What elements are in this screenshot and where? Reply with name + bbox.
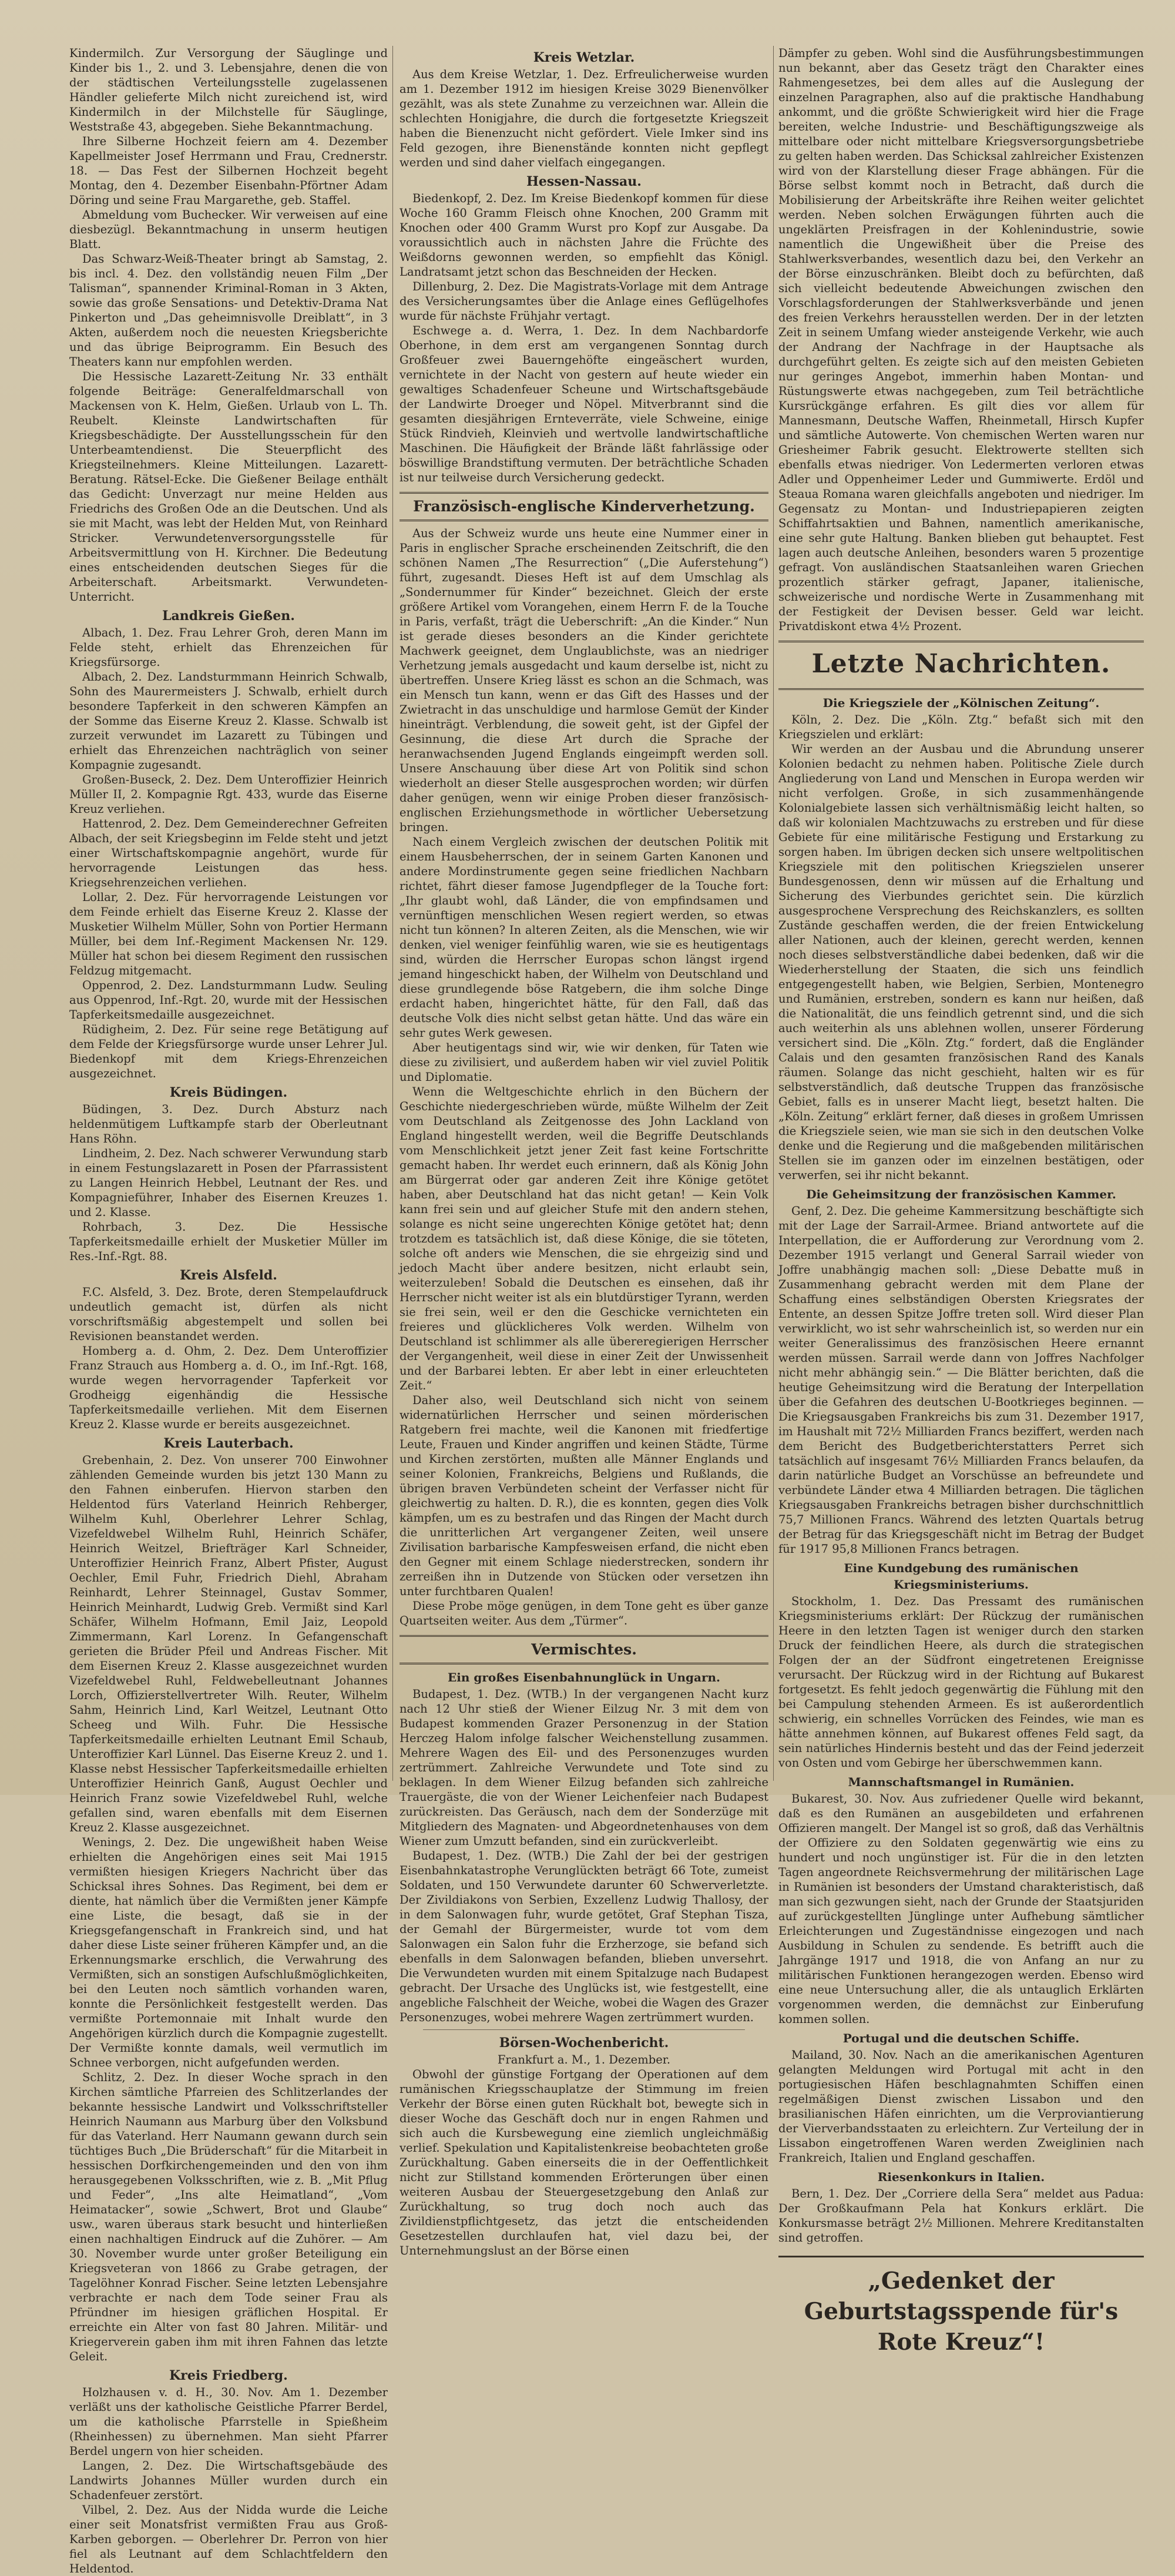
- article-grossen-buseck: Großen-Buseck, 2. Dez. Dem Unteroffizier Heinrich Müller II, 2. Kompagnie Rgt. 433, wurde das Eiserne Kreuz verliehen.: [69, 773, 388, 816]
- heading-riesenkonkurs: Riesenkonkurs in Italien.: [877, 2170, 1045, 2184]
- heading-kreis-friedberg: Kreis Friedberg.: [169, 2368, 288, 2383]
- article-kinderverhetzung-4: Wenn die Weltgeschichte ehrlich in den Büchern der Geschichte niedergeschrieben würde, müßte Wilhelm der Zeit vom Deutschland als Zeitgenosse des John Lackland von England hingestellt werden, weil die Begriffe Deutschlands vom Menschlichkeit jetzt jener Zeit fast keine Fortschritte gemacht haben. Ihr werdet euch erinnern, daß als König John am Bürgerrat oder gar anderen Zeit ihre Könige getötet haben, aber Deutschland hat das nicht getan! — Kein Volk kann frei sein und auf gleicher Stufe mit den andern stehen, solange es nicht seine ungerechten Könige getötet hat; denn trotzdem es tatsächlich ist, daß diese Könige, die sie töteten, solche oft anders wie Menschen, die sie ehrgeizig sind und jedoch Macht über andere besitzen, nicht erlaubt sein, weiterzuleben! Sobald die Deutschen es einsehen, daß ihr Herrscher nicht weiter ist als ein blutdürstiger Tyrann, werden sie frei sein, weil er den die Geschicke vernichteten ein freieres und glücklicheres Volk werden. Wilhelm von Deutschland ist schlimmer als alle übereregierigen Herrscher der Vergangenheit, weil diese in einer Zeit der Unwissenheit und der Barbarei lebten. Er aber lebt in einer erleuchteten Zeit.“: [400, 1085, 769, 1392]
- article-hattenrod: Hattenrod, 2. Dez. Dem Gemeinderechner Gefreiten Albach, der seit Kriegsbeginn im Felde steht und jetzt einer Wirtschaftskompagnie angehört, wurde für hervorragende Leistungen das hess. Kriegsehrenzeichen verliehen.: [69, 817, 388, 889]
- heading-box-vermischtes: [400, 1635, 768, 1664]
- article-genf: Genf, 2. Dez. Die geheime Kammersitzung beschäftigte sich mit der Lage der Sarrail-Armee. Briand antwortete auf die Interpellation, die er Aufforderung zur Verordnung vom 2. Dezember 1915 verlangt und General Sarrail wieder von Joffre unabhängig machen soll: „Diese Debatte muß in Zusammenhang gebracht werden mit dem Plane der Schaffung eines selbständigen Obersten Kriegsrates der Entente, an dessen Spitze Joffre treten soll. Wird dieser Plan verwirklicht, wo ist sehr wahrscheinlich ist, so werden nur ein weiter Generalissimus des französischen Heere ernannt werden müssen. Sarrail werde dann von Joffres Nachfolger nicht mehr abhängig sein.“ — Die Blätter berichten, daß die heutige Geheimsitzung wird die Beratung der Interpellation über die Gefahren des deutschen U-Bootkrieges beginnen. — Die Kriegsausgaben Frankreichs bis zum 31. Dezember 1917, im Haushalt mit 72½ Milliarden Francs beziffert, werden nach dem Bericht des Budgetberichterstatters Perret sich tatsächlich auf insgesamt 76½ Milliarden Francs belaufen, da darin natürliche Budget an Vorschüsse an befreundete und verbündete Länder etwa 4 Milliarden betragen. Die täglichen Kriegsausgaben Frankreichs betragen bisher durchschnittlich 75,7 Millionen Francs. Während des letzten Quartals betrug der Betrag für das Kriegsgeschäft nicht im Betrag der Budget für 1917 95,8 Millionen Francs betragen.: [778, 1204, 1144, 1556]
- article-silver-wedding: Ihre Silberne Hochzeit feiern am 4. Dezember Kapellmeister Josef Herrmann und Frau, Crednerstr. 18. — Das Fest der Silbernen Hochzeit begeht Montag, den 4. Dezember Eisenbahn-Pförtner Adam Döring und seine Frau Margarethe, geb. Staffel.: [69, 135, 388, 207]
- article-dillenburg: Dillenburg, 2. Dez. Die Magistrats-Vorlage mit dem Antrage des Versicherungsamtes über die Anlage eines Geflügelhofes wurde für nächste Frühjahr vertagt.: [400, 280, 768, 323]
- heading-portugal: Portugal und die deutschen Schiffe.: [842, 2031, 1080, 2045]
- article-albach-1: Albach, 1. Dez. Frau Lehrer Groh, deren Mann im Felde steht, erhielt das Ehrenzeichen für Kriegsfürsorge.: [69, 626, 388, 669]
- article-bern: Bern, 1. Dez. Der „Corriere della Sera“ meldet aus Padua: Der Großkaufmann Pela hat Konkurs erklärt. Die Konkursmasse beträgt 2½ Millionen. Mehrere Kreditanstalten sind getroffen.: [778, 2187, 1144, 2245]
- article-wetzlar-bees: Aus dem Kreise Wetzlar, 1. Dez. Erfreulicherweise wurden am 1. Dezember 1912 im hiesigen Kreise 3029 Bienenvölker gezählt, was als stete Zunahme zu verzeichnen war. Allein die schlechten Honigjahre, die durch die fortgesetzte Kriegszeit haben die Bienenzucht nicht gefördert. Viele Imker sind ins Feld gezogen, ihre Bienenstände konnten nicht gepflegt werden und sind daher vielfach eingegangen.: [400, 68, 768, 169]
- divider: [423, 2029, 745, 2030]
- article-kinderverhetzung-3: Aber heutigentags sind wir, wie wir denken, für Taten wie diese zu zivilisiert, und außerdem haben wir viel zuviel Politik und Diplomatie.: [400, 1041, 768, 1084]
- heading-kreis-buedingen: Kreis Büdingen.: [169, 1085, 288, 1100]
- article-koeln-1: Köln, 2. Dez. Die „Köln. Ztg.“ befaßt sich mit den Kriegszielen und erklärt:: [778, 713, 1144, 741]
- article-grebenhain: Grebenhain, 2. Dez. Von unserer 700 Einwohner zählenden Gemeinde wurden bis jetzt 130 Mann zu den Fahnen einberufen. Hiervon starben den Heldentod fürs Vaterland Heinrich Rehberger, Wilhelm Kuhl, Oberlehrer Lehrer Schlag, Vizefeldwebel Wilhelm Ruhl, Heinrich Schäfer, Heinrich Weitzel, Briefträger Karl Schneider, Unteroffizier Heinrich Franz, Albert Pfister, August Oechler, Emil Fuhr, Friedrich Diehl, Abraham Reinhardt, Lehrer Steinnagel, Gustav Sommer, Heinrich Meinhardt, Ludwig Greb. Vermißt sind Karl Schäfer, Wilhelm Hofmann, Emil Jaiz, Leopold Zimmermann, Karl Lorenz. In Gefangenschaft gerieten die Brüder Pfeil und Andreas Fischer. Mit dem Eisernen Kreuz 2. Klasse ausgezeichnet wurden Vizefeldwebel Ruhl, Feldwebelleutnant Johannes Lorch, Offizierstellvertreter Wilh. Reuter, Wilhelm Sahm, Heinrich Lind, Karl Weitzel, Leutnant Otto Scheeg und Wilh. Fuhr. Die Hessische Tapferkeitsmedaille erhielten Leutnant Emil Schaub, Unteroffizier Karl Lünnel. Das Eiserne Kreuz 2. und 1. Klasse nebst Hessischer Tapferkeitsmedaille erhielten Unteroffizier Heinrich Ganß, August Oechler und Heinrich Franz sowie Vizefeldwebel Ruhl, welche gefallen sind, waren ebenfalls mit dem Eisernen Kreuz 2. Klasse ausgezeichnet.: [69, 1453, 388, 1834]
- article-wenings: Wenings, 2. Dez. Die ungewißheit haben Weise erhielten die Angehörigen eines seit Mai 1915 vermißten hiesigen Kriegers Nachricht über das Schicksal ihres Sohnes. Das Regiment, bei dem er diente, hat nämlich über die Vermißten jener Kämpfe eine Liste, die besagt, daß sie in der Kriegsgefangenschaft in Frankreich sind, und hat daher diese Liste seiner früheren Kämpfer und, an die Erkennungsmarke erschlich, die Verwahrung des Vermißten, sich an sonstigen Aufschlußmöglichkeiten, bei den Leuten noch sämtlich vorhanden waren, konnte die Persönlichkeit festgestellt werden. Das vermißte Portemonnaie mit Inhalt wurde den Angehörigen kürzlich durch die Kompagnie zugestellt. Der Vermißte konnte damals, weil vermutlich im Schnee verborgen, nicht aufgefunden werden.: [69, 1835, 388, 2069]
- article-boerse-continued: Dämpfer zu geben. Wohl sind die Ausführungsbestimmungen nun bekannt, aber das Gesetz trägt den Charakter eines Rahmengesetzes, bei dem alles auf die Auslegung der einzelnen Paragraphen, also auf die praktische Handhabung ankommt, und die größte Schwierigkeit wird hier die Frage bereiten, welche Industrie- und Beschäftigungszweige als mittelbare oder nicht mittelbare Kriegsversorgungsbetriebe zu gelten haben werden. Das Schicksal zahlreicher Existenzen wird von der Klarstellung dieser Frage abhängen. Für die Börse selbst kommt noch in Betracht, daß durch die Mobilisierung der Arbeitskräfte ihre Reihen weiter gelichtet werden. Neben solchen Erwägungen führten auch die ungeklärten Preisfragen in der Kohlenindustrie, sowie namentlich die Ungewißheit über die Preise des Stahlwerksverbandes, wesentlich dazu bei, den Verkehr an der Börse einzuschränken. Bleibt doch zu befürchten, daß sich vielleicht bedeutende Abweichungen zwischen den Vorschlagsforderungen der Stahlwerksverbände und jenen des freien Verkehrs herausstellen werden. Der in der letzten Zeit in seinem Umfang wieder ansteigende Verkehr, wie auch der Andrang der Nachfrage in der Hauptsache als durchgeführt gelten. Es zeigte sich auf den meisten Gebieten nur geringes Angebot, immerhin haben Montan- und Rüstungswerte etwas nachgegeben, zum Teil beträchtliche Kursrückgänge erfahren. Es gilt dies vor allem für Mannesmann, Deutsche Waffen, Rheinmetall, Hirsch Kupfer und sämtliche Autowerte. Von chemischen Werten waren nur Griesheimer Fabrik gesucht. Elektrowerte stellten sich ebenfalls etwas niedriger. Von Ledermerten verloren etwas Adler und Oppenheimer Leder und Gummiwerte. Erdöl und Steaua Romana waren gleichfalls angeboten und niedriger. Im Gegensatz zu Montan- und Industriepapieren zeigten Schiffahrtsaktien und Bahnen, namentlich amerikanische, eine sehr gute Haltung. Banken blieben gut behauptet. Fest lagen auch deutsche Anleihen, besonders waren 5 prozentige gefragt. Von ausländischen Staatsanleihen waren Griechen prozentlich stärker gefragt, Japaner, italienische, schweizerische und nordische Werte in Zusammenhang mit der Festigkeit der Devisen besser. Geld war leicht. Privatdiskont etwa 4½ Prozent.: [778, 46, 1144, 633]
- column-rule-1: [392, 46, 393, 1781]
- heading-landkreis-giessen: Landkreis Gießen.: [162, 608, 295, 624]
- heading-geheimsitzung: Die Geheimsitzung der französischen Kammer.: [806, 1187, 1116, 1201]
- article-albach-2: Albach, 2. Dez. Landsturmmann Heinrich Schwalb, Sohn des Maurermeisters J. Schwalb, erhielt durch besondere Tapferkeit in den schweren Kämpfen an der Somme das Eiserne Kreuz 2. Klasse. Schwalb ist zurzeit verwundet im Lazarett zu Tübingen und erhielt das Ehrenzeichen nachträglich von seiner Kompagnie zugesandt.: [69, 670, 388, 772]
- heading-hessen-nassau: Hessen-Nassau.: [526, 174, 642, 189]
- article-schlitz: Schlitz, 2. Dez. In dieser Woche sprach in den Kirchen sämtliche Pfarreien des Schlitzerlandes der bekannte hessische Landwirt und Volksschriftsteller Heinrich Naumann aus Marburg über den Volksbund für das Vaterland. Herr Naumann gewann durch sein tüchtiges Buch „Die Brüderschaft“ für die Mitarbeit in hessischen Dorfkirchengemeinden und den von ihm herausgegebenen Volksschriften, wie z. B. „Mit Pflug und Feder“, „Ins alte Heimatland“, „Vom Heimatacker“, sowie „Schwert, Brot und Glaube“ usw., waren überaus stark besucht und hinterließen einen nachhaltigen Eindruck auf die Zuhörer. — Am 30. November wurde unter großer Beteiligung ein Kriegsveteran von 1866 zu Grabe getragen, der Tagelöhner Konrad Fischer. Seine letzten Lebensjahre verbrachte er nach dem Tode seiner Frau als Pfründner im hiesigen gräflichen Hospital. Er erreichte ein Alter von fast 80 Jahren. Militär- und Kriegerverein gaben ihm mit ihren Fahnen das letzte Geleit.: [69, 2071, 388, 2363]
- column-rule-2: [773, 46, 774, 1781]
- heading-box-letzte-nachrichten: [778, 641, 1144, 690]
- article-lollar: Lollar, 2. Dez. Für hervorragende Leistungen vor dem Feinde erhielt das Eiserne Kreuz 2. Klasse der Musketier Wilhelm Müller, Sohn von Portier Hermann Müller, bei dem Inf.-Regiment Mackensen Nr. 129. Müller hat schon bei diesem Regiment den russischen Feldzug mitgemacht.: [69, 890, 388, 977]
- heading-mannschaftsmangel: Mannschaftsmangel in Rumänien.: [848, 1775, 1075, 1789]
- heading-eisenbahnunglueck: Ein großes Eisenbahnunglück in Ungarn.: [447, 1670, 720, 1684]
- heading-letzte-nachrichten: Letzte Nachrichten.: [811, 649, 1111, 679]
- article-kindermilch: Kindermilch. Zur Versorgung der Säuglinge und Kinder bis 1., 2. und 3. Lebensjahre, denen die von der städtischen Verteilungsstelle zugelassenen Händler gelieferte Milch nicht zureichend ist, wird Kindermilch in der Milchstelle für Säuglinge, Weststraße 43, abgegeben. Siehe Bekanntmachung.: [69, 46, 388, 133]
- column-latest-news: [778, 46, 1144, 2356]
- article-langen: Langen, 2. Dez. Die Wirtschaftsgebäude des Landwirts Johannes Müller wurden durch ein Schadenfeuer zerstört.: [69, 2459, 388, 2502]
- article-biedenkopf: Biedenkopf, 2. Dez. Im Kreise Biedenkopf kommen für diese Woche 160 Gramm Fleisch ohne Knochen, 200 Gramm mit Knochen oder 400 Gramm Wurst pro Kopf zur Ausgabe. Da voraussichtlich auch in nächsten Jahre die Früchte des Weißdorns gewonnen werden, so empfiehlt das Königl. Landratsamt jetzt schon das Beschneiden der Hecken.: [400, 192, 768, 279]
- article-budapest-1: Budapest, 1. Dez. (WTB.) In der vergangenen Nacht kurz nach 12 Uhr stieß der Wiener Eilzug Nr. 3 mit dem von Budapest kommenden Grazer Personenzug in der Station Herczeg Halom infolge falscher Weichenstellung zusammen. Mehrere Wagen des Eil- und des Personenzuges wurden zertrümmert. Zahlreiche Verwundete und Tote sind zu beklagen. In dem Wiener Eilzug befanden sich zahlreiche Trauergäste, die von der Wiener Leichenfeier nach Budapest zurückreisten. Das Geräusch, nach dem der Sonderzüge mit Mitgliedern des Magnaten- und Abgeordnetenhauses von dem Wiener zum Umzutt befanden, sind ein zurückverleibt.: [400, 1687, 768, 1848]
- article-budapest-2: Budapest, 1. Dez. (WTB.) Die Zahl der bei der gestrigen Eisenbahnkatastrophe Verunglückten beträgt 66 Tote, zumeist Soldaten, und 150 Verwundete darunter 60 Schwerverletzte. Der Zivildiakons von Serbien, Exzellenz Ludwig Thallosy, der in dem Salonwagen fuhr, wurde getötet, Graf Stephan Tisza, der Gemahl der Bürgermeister, wurde tot vom dem Salonwagen ein Salon fuhr die Erzherzoge, sie befand sich ebenfalls in dem Salonwagen befanden, blieben unversehrt. Die Verwundeten wurden mit einem Spitalzuge nach Budapest gebracht. Der Ursache des Unglücks ist, wie festgestellt, eine angebliche Falschheit der Weiche, wobei die Wagen des Grazer Personenzuges, wobei mehrere Wagen zertrümmert wurden.: [400, 1849, 768, 2024]
- column-local-news: [69, 46, 388, 2575]
- article-vilbel: Vilbel, 2. Dez. Aus der Nidda wurde die Leiche einer seit Monatsfrist vermißten Frau aus Groß-Karben geborgen. — Oberlehrer Dr. Perron von hier fiel als Leutnant auf dem Schlachtfeldern den Heldentod.: [69, 2503, 388, 2575]
- red-cross-appeal: „Gedenket der Geburtstagsspende für's Rote Kreuz“!: [778, 2256, 1144, 2357]
- dateline-frankfurt: Frankfurt a. M., 1. Dezember.: [497, 2053, 671, 2066]
- article-koeln-2: Wir werden an der Ausbau und die Abrundung unserer Kolonien bedacht zu nehmen haben. Politische Ziele durch Angliederung von Land und Menschen in Europa werden wir nicht verfolgen. Große, in sich zusammenhängende Kolonialgebiete lassen sich verhältnismäßig leicht halten, so daß wir kolonialen Machtzuwachs zu erstreben und für diese Gebiete für eine militärische Festigung und Erstarkung zu sorgen haben. Im übrigen decken sich unsere weltpolitischen Kriegsziele mit den politischen Kriegszielen unserer Bundesgenossen, denn wir müssen auf die Erhaltung und Sicherung des Vierbundes gerichtet sein. Die kürzlich ausgesprochene Versprechung des Reichskanzlers, es sollten Zustände geschaffen werden, die der freien Entwickelung aller Nationen, auch der kleinen, gerecht werden, kennen noch dieses selbstverständliche dabei bedenken, daß wir die Wiederherstellung der Staaten, die sich uns feindlich entgegengestellt haben, wie Belgien, Serbien, Montenegro und Rumänien, erstreben, sondern es kann nur heißen, daß die Nationalität, die uns feindlich getrennt sind, und die sich auch weiterhin als uns ablehnen wollen, unserer Förderung versichert sind. Die „Köln. Ztg.“ fordert, daß die Engländer Calais und den gesamten französischen Rand des Kanals räumen. Solange das nicht geschieht, halten wir es für selbstverständlich, daß deutsche Truppen das französische Gebiet, falls es in unserer Macht liegt, besetzt halten. Die „Köln. Zeitung“ erklärt ferner, daß dieses in großem Umrissen die Kriegsziele seien, wie man sie sich in den deutschen Volke denke und die Regierung und die maßgebenden militärischen Stellen sie im ganzen oder im einzelnen bestätigen, oder verwerfen, sei ihr nicht bekannt.: [778, 742, 1144, 1182]
- article-kinderverhetzung-6-text: Diese Probe möge genügen, in dem Tone geht es über ganze Quartseiten weiter.: [400, 1599, 768, 1627]
- article-kinderverhetzung-6: [400, 1599, 768, 1628]
- article-holzhausen: Holzhausen v. d. H., 30. Nov. Am 1. Dezember verläßt uns der katholische Geistliche Pfarrer Berdel, um die katholische Pfarrstelle in Spießheim (Rheinhessen) zu übernehmen. Man sieht Pfarrer Berdel ungern von hier scheiden.: [69, 2386, 388, 2458]
- article-homberg: Homberg a. d. Ohm, 2. Dez. Dem Unteroffizier Franz Strauch aus Homberg a. d. O., im Inf.-Rgt. 168, wurde wegen hervorragender Tapferkeit vor Grodheigg eigenhändig die Hessische Tapferkeitsmedaille verliehen. Mit dem Eisernen Kreuz 2. Klasse wurde er bereits ausgezeichnet.: [69, 1344, 388, 1431]
- heading-kreis-wetzlar: Kreis Wetzlar.: [533, 50, 635, 65]
- article-lazarett-zeitung: Die Hessische Lazarett-Zeitung Nr. 33 enthält folgende Beiträge: Generalfeldmarschall von Mackensen von K. Helm, Gießen. Urlaub von L. Th. Reubelt. Kleinste Landwirtschaften für Kriegsbeschädigte. Der Ausstellungsschein für den Unterbeamtendienst. Die Steuerpflicht des Kriegsteilnehmers. Kleine Mitteilungen. Lazarett-Beratung. Rätsel-Ecke. Die Gießener Beilage enthält das Gedicht: Unverzagt nur meine Helden aus Friedrichs des Großen Ode an die Deutschen. Und als sie mit Macht, was lebt der Helden Mut, von Reinhard Stricker. Verwundetenversorgungsstelle für Arbeitsvermittlung von H. Kirchner. Die Bedeutung eines entscheidenden deutschen Sieges für die Arbeiterschaft. Arbeitsmarkt. Verwundeten-Unterricht.: [69, 370, 388, 604]
- article-stockholm: Stockholm, 1. Dez. Das Pressamt des rumänischen Kriegsministeriums erklärt: Der Rückzug der rumänischen Heere in den letzten Tagen ist weniger durch den starken Druck der feindlichen Heere, als durch die strategischen Folgen der an der Südfront eingetretenen Ereignisse verursacht. Der Rückzug wird in der Richtung auf Bukarest fortgesetzt. Es fehlt jedoch gegenwärtig die Fühlung mit den bei Campulung stehenden Armeen. Es ist außerordentlich schwierig, ein schnelles Vorrücken des Feindes, wie man es hätte annehmen können, auf Bukarest offenes Feld sagt, da sein natürliches Hindernis besteht und das der Feind jederzeit von Osten und vom Gebirge her überschwemmen kann.: [778, 1594, 1144, 1770]
- article-alsfeld: F.C. Alsfeld, 3. Dez. Brote, deren Stempelaufdruck undeutlich gemacht ist, dürfen als nicht vorschriftsmäßig abgestempelt und sollen bei Revisionen beanstandet werden.: [69, 1285, 388, 1343]
- column-regional-news: [400, 46, 769, 2257]
- article-kinderverhetzung-2: Nach einem Vergleich zwischen der deutschen Politik mit einem Hausbeherrschen, der in seinem Garten Kanonen und andere Mordinstrumente gegen seine friedlichen Nachbarn richtet, fährt dieser famose Jugendpfleger de la Touche fort: „Ihr glaubt wohl, daß Länder, die von empfindsamen und vernünftigen menschlichen Wesen regiert werden, so etwas nicht tun können? In alteren Zeiten, als die Menschen, wie wir denken, viel weniger feinfühlig waren, wie sie es heutigentags sind, würden die Herrscher Europas schon längst irgend jemand hingeschickt haben, der Wilhelm von Deutschland und diese grundlegende böse Ratgebern, die ihm solche Dinge erdacht haben, hingerichtet hätte, für den Fall, daß das deutsche Volk dies nicht selbst getan hätte. Und das wäre ein sehr gutes Werk gewesen.: [400, 835, 768, 1040]
- heading-kundgebung: Eine Kundgebung des rumänischen Kriegsministeriums.: [844, 1561, 1079, 1592]
- article-ruedigheim: Rüdigheim, 2. Dez. Für seine rege Betätigung auf dem Felde der Kriegsfürsorge wurde unser Lehrer Jul. Biedenkopf mit dem Kriegs-Ehrenzeichen ausgezeichnet.: [69, 1023, 388, 1080]
- article-kinderverhetzung-5: Daher also, weil Deutschland sich nicht von seinem widernatürlichen Herrscher und seinen mörderischen Ratgebern frei machte, weil die Kanonen mit friedfertige Leute, Frauen und Kinder angriffen und keinen Städte, Türme und Kirchen zerstörten, mußten alle Männer Englands und seiner Kolonien, Frankreichs, Belgiens und Rußlands, die übrigen braven Verbündeten scheint der Verfasser nicht für gleichwertig zu halten. D. R.), die es konnten, gegen dies Volk kämpfen, um es zu bestrafen und das Ringen der Macht durch die unritterlichen Art vergangener Zeiten, weil unsere Zivilisation barbarische Kampfesweisen erfand, die nicht eben den Gegner mit einem Schlage niederstrecken, sondern ihr zerreißen ihn in Dutzende von Stücken oder versetzen ihn unter furchtbaren Qualen!: [400, 1393, 768, 1598]
- heading-kreis-lauterbach: Kreis Lauterbach.: [163, 1436, 294, 1451]
- heading-box-kinderverhetzung: [400, 492, 768, 521]
- article-rohrbach: Rohrbach, 3. Dez. Die Hessische Tapferkeitsmedaille erhielt der Musketier Müller im Res.-Inf.-Rgt. 88.: [69, 1220, 388, 1263]
- article-oppenrod: Oppenrod, 2. Dez. Landsturmmann Ludw. Seuling aus Oppenrod, Inf.-Rgt. 20, wurde mit der Hessischen Tapferkeitsmedaille ausgezeichnet.: [69, 979, 388, 1021]
- heading-vermischtes: Vermischtes.: [531, 1641, 637, 1658]
- article-buchecker: Abmeldung vom Buchecker. Wir verweisen auf eine diesbezügl. Bekanntmachung in unserm heutigen Blatt.: [69, 208, 388, 251]
- heading-kriegsziele: Die Kriegsziele der „Kölnischen Zeitung“.: [822, 696, 1100, 710]
- heading-boersen-wochenbericht: Börsen-Wochenbericht.: [499, 2035, 669, 2051]
- heading-kreis-alsfeld: Kreis Alsfeld.: [180, 1268, 277, 1283]
- article-lindheim: Lindheim, 2. Dez. Nach schwerer Verwundung starb in einem Festungslazarett in Posen der Pfarrassistent zu Langen Heinrich Hebbel, Leutnant der Res. und Kompagnieführer, Inhaber des Eisernen Kreuzes 1. und 2. Klasse.: [69, 1147, 388, 1219]
- source-tuermer: Aus dem „Türmer“.: [515, 1614, 628, 1627]
- article-kinderverhetzung-1: Aus der Schweiz wurde uns heute eine Nummer einer in Paris in englischer Sprache erscheinenden Zeitschrift, die den schönen Namen „The Resurrection“ („Die Auferstehung“) führt, zugesandt. Dieses Heft ist auf dem Umschlag als „Sondernummer für Kinder“ bezeichnet. Gleich der erste größere Artikel vom Vorangehen, einem Herrn F. de la Touche in Paris, verfaßt, trägt die Ueberschrift: „An die Kinder.“ Nun ist gerade dieses besonders an die Kinder gerichtete Machwerk geeignet, dem Unglaublichste, was an niedriger Verhetzung jemals ausgedacht und kaum derselbe ist, nicht zu übertreffen. Unsere Krieg lässt es schon an die Schmach, was ein Mensch tun kann, wenn er das Gift des Hasses und der Zwietracht in das unschuldige und harmlose Gemüt der Kinder hineinträgt. Verblendung, die soweit geht, ist der Gipfel der Gesinnung, die diese Art durch die Sprache der heranwachsenden Jugend Englands eingeimpft werden soll. Unsere Anschauung über diese Art von Politik sind schon wiederholt an dieser Stelle ausgesprochen worden; wir dürfen daher genügen, wenn wir einige Proben dieser französisch-englischen Erziehungsmethode in wörtlicher Uebersetzung bringen.: [400, 527, 768, 834]
- article-bukarest: Bukarest, 30. Nov. Aus zufriedener Quelle wird bekannt, daß es den Rumänen an ausgebildeten und erfahrenen Offizieren mangelt. Der Mangel ist so groß, daß das Verhältnis der Offiziere zu den Soldaten gegenwärtig wie eins zu hundert und noch ungünstiger ist. Für die in den letzten Tagen angeordnete Reichsvermehrung der militärischen Lage in Rumänien ist besonders der Umstand charakteristisch, daß man sich gezwungen sieht, nach der Grunde der Staatsjuriden auf zurückgestellten Jünglinge unter Aufhebung sämtlicher Erleichterungen und Zugeständnisse eingezogen und nach Ausbildung in Schulen zu sendende. Es betrifft auch die Jahrgänge 1917 und 1918, die von Anfang an nur zu militärischen Funktionen herangezogen werden. Ebenso wird eine neue Untersuchung aller, die als untauglich Erklärten vorgenommen werden, die demnächst zur Einberufung kommen sollen.: [778, 1792, 1144, 2026]
- article-buedingen: Büdingen, 3. Dez. Durch Absturz nach heldenmütigem Luftkampfe starb der Oberleutnant Hans Röhn.: [69, 1103, 388, 1145]
- article-theater: Das Schwarz-Weiß-Theater bringt ab Samstag, 2. bis incl. 4. Dez. den vollständig neuen Film „Der Talisman“, spannender Kriminal-Roman in 3 Akten, sowie das große Sensations- und Detektiv-Drama Nat Pinkerton und „Das geheimnisvolle Dreiblatt“, in 3 Akten, außerdem noch die neuesten Kriegsberichte und das übrige Beiprogramm. Ein Besuch des Theaters kann nur empfohlen werden.: [69, 252, 388, 369]
- article-eschwege: Eschwege a. d. Werra, 1. Dez. In dem Nachbardorfe Oberhone, in dem erst am vergangenen Sonntag durch Großfeuer zwei Bauerngehöfte eingeäschert wurden, vernichtete in der Nacht von gestern auf heute wieder ein gewaltiges Schadenfeuer Scheune und Wirtschaftsgebäude der Landwirte Droeger und Nöpel. Mitverbrannt sind die gesamten diesjährigen Ernteverräte, viele Schweine, einige Stück Rindvieh, Kleinvieh und wertvolle landwirtschaftliche Maschinen. Die Häufigkeit der Brände läßt fahrlässige oder böswillige Brandstiftung vermuten. Der beträchtliche Schaden ist nur teilweise durch Versicherung gedeckt.: [400, 324, 768, 484]
- article-boerse: Obwohl der günstige Fortgang der Operationen auf dem rumänischen Kriegsschauplatze der Stimmung im freien Verkehr der Börse einen guten Rückhalt bot, bewegte sich in dieser Woche das Geschäft doch nur in engen Rahmen und sich auch die Kursbewegung eine ziemlich ungleichmäßig verlief. Spekulation und Kapitalistenkreise beobachteten große Zurückhaltung. Gaben einerseits die in der Oeffentlichkeit nicht zur Stillstand kommenden Erörterungen über einen weiteren Ausbau der Steuergesetzgebung den Anlaß zur Zurückhaltung, so trug doch noch auch das Zivildienstpflichtgesetz, das jetzt die entscheidenden Gesetzestellen durchlaufen hat, viel dazu bei, der Unternehmungslust an der Börse einen: [400, 2068, 768, 2257]
- article-mailand: Mailand, 30. Nov. Nach an die amerikanischen Agenturen gelangten Meldungen wird Portugal mit acht in den portugiesischen Häfen beschlagnahmten Schiffen einen regelmäßigen Dienst zwischen Lissabon und den brasilianischen Häfen einrichten, um die Verproviantierung der Vierverbandsstaaten zu erleichtern. Zur Verteilung der in Lissabon eingetroffenen Waren werden Zweiglinien nach Frankreich, Italien und England geschaffen.: [778, 2048, 1144, 2165]
- heading-kinderverhetzung: Französisch-englische Kinderverhetzung.: [413, 498, 755, 515]
